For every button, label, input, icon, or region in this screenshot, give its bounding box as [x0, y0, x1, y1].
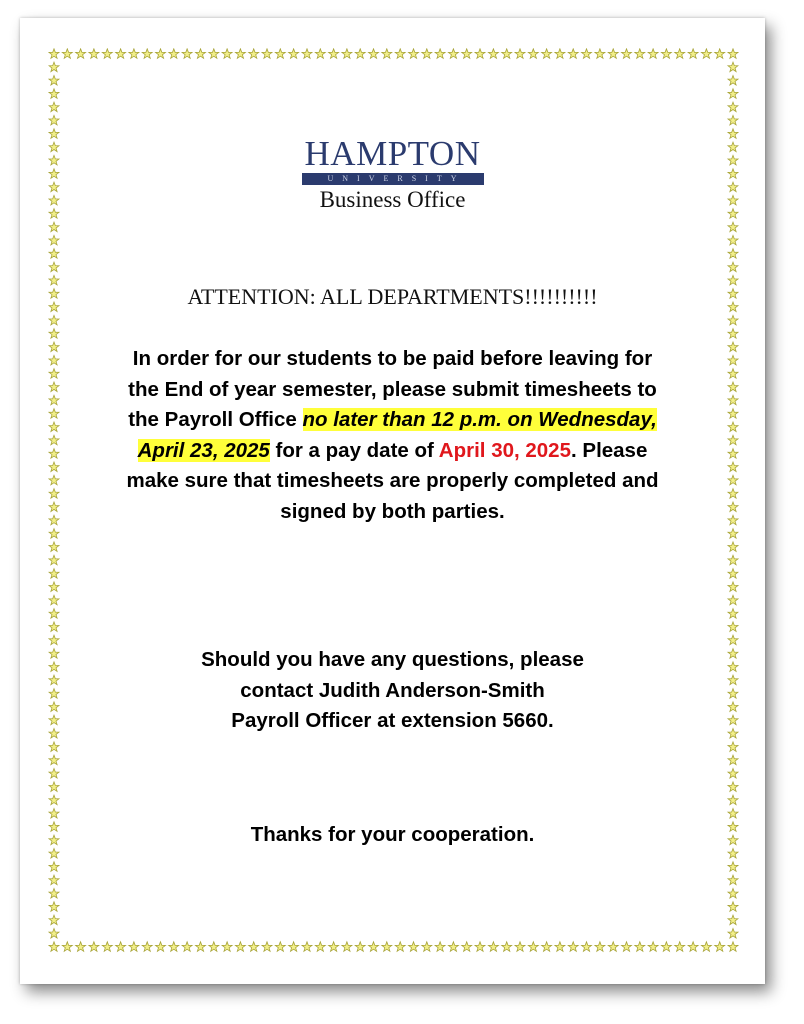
logo-subtitle: UNIVERSITY [302, 173, 484, 185]
pay-date: April 30, 2025 [438, 438, 571, 462]
notice-text: for a pay date of [269, 438, 439, 462]
flyer-page [20, 18, 765, 984]
closing-line: Thanks for your cooperation. [250, 823, 535, 846]
contact-line: Should you have any questions, please [201, 648, 584, 671]
notice-text: In order for our students to be paid before leaving for the End of year semester, please submit timesheets to the Payroll Office [128, 347, 657, 431]
deadline-highlight: no later than 12 p.m. on Wednesday, April 23, 2025 [137, 408, 657, 462]
department-name: Business Office [319, 187, 466, 212]
logo-name: HAMPTON [304, 134, 481, 173]
attention-heading: ATTENTION: ALL DEPARTMENTS!!!!!!!!!! [187, 284, 598, 309]
timesheet-notice [115, 344, 670, 527]
contact-info [115, 645, 670, 737]
contact-line: Payroll Officer at extension 5660. [231, 709, 554, 732]
notice-text: . Please make sure that timesheets are properly completed and signed by both parties. [126, 438, 659, 523]
hampton-university-logo [20, 136, 765, 213]
contact-line: contact Judith Anderson-Smith [240, 678, 545, 702]
